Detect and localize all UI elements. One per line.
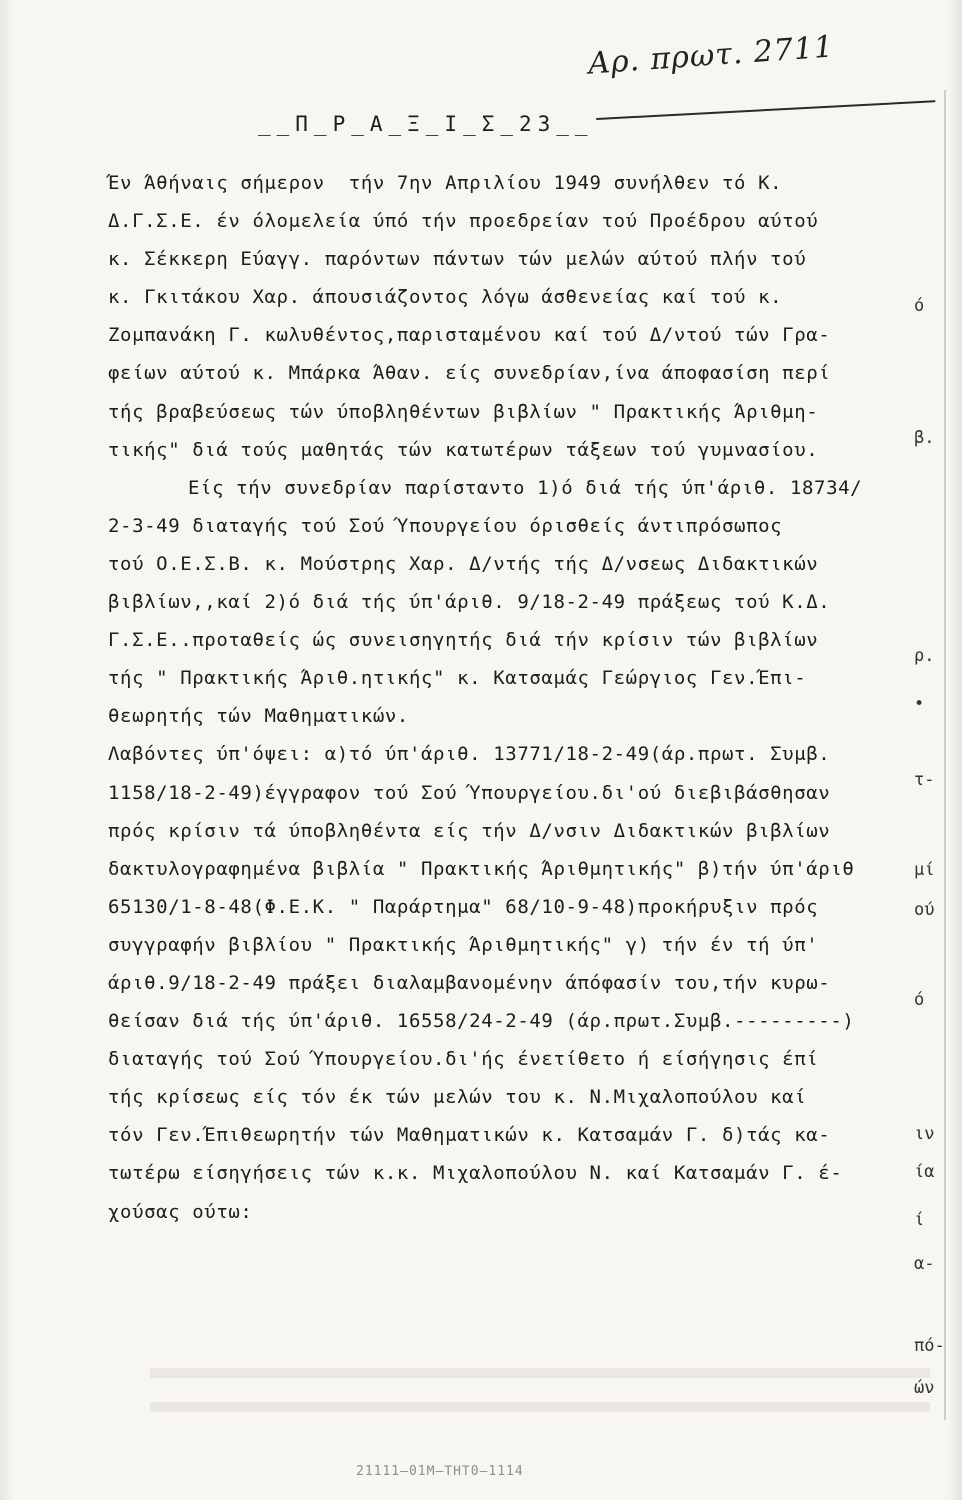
body-line: κ. Σέκκερη Εύαγγ. παρόντων πάντων τών μελών αύτού πλήν τού: [108, 248, 807, 271]
handwritten-reference-number: Αρ. πρωτ. 2711: [587, 29, 836, 82]
margin-fragment: ρ.: [914, 646, 935, 666]
margin-fragment: β.: [914, 428, 935, 448]
body-line: συγγραφήν βιβλίου " Πρακτικής Άριθμητικής" γ) τήν έν τή ύπ': [108, 933, 819, 956]
margin-fragment: •: [914, 694, 925, 714]
body-line: Λαβόντες ύπ'όψει: α)τό ύπ'άριθ. 13771/18-2-49(άρ.πρωτ. Συμβ.: [108, 743, 831, 766]
body-line: δακτυλογραφημένα βιβλία " Πρακτικής Άριθμητικής" β)τήν ύπ'άριθ: [108, 857, 855, 880]
margin-fragment: ία: [914, 1162, 935, 1182]
body-line: πρός κρίσιν τά ύποβληθέντα είς τήν Δ/νσιν Διδακτικών βιβλίων: [108, 819, 831, 842]
body-line: Είς τήν συνεδρίαν παρίσταντο 1)ό διά τής ύπ'άριθ. 18734/: [188, 476, 863, 499]
margin-fragment: ών: [914, 1378, 935, 1398]
body-line: θεωρητής τών Μαθηματικών.: [108, 705, 409, 728]
body-line: τής κρίσεως είς τόν έκ τών μελών του κ. Ν.Μιχαλοπούλου καί: [108, 1086, 807, 1109]
body-line: βιβλίων,,καί 2)ό διά τής ύπ'άριθ. 9/18-2-49 πράξεως τού Κ.Δ.: [108, 591, 831, 614]
body-line: Δ.Γ.Σ.Ε. έν όλομελεία ύπό τήν προεδρείαν τού Προέδρου αύτού: [108, 210, 819, 233]
margin-fragment: πό-: [914, 1336, 945, 1356]
body-line: τωτέρω είσηγήσεις τών κ.κ. Μιχαλοπούλου Ν. καί Κατσαμάν Γ. έ-: [108, 1162, 843, 1185]
body-line: τής βραβεύσεως τών ύποβληθέντων βιβλίων " Πρακτικής Άριθμη-: [108, 400, 819, 423]
body-line: φείων αύτού κ. Μπάρκα Άθαν. είς συνεδρίαν,ίνα άποφασίση περί: [108, 362, 831, 385]
bottom-faint-line: 21111—01Μ—ΤΗΤ0—1114: [356, 1464, 524, 1479]
bleed-through-shadow: [150, 1368, 930, 1378]
handwritten-underline: [596, 100, 936, 120]
body-line: Γ.Σ.Ε..προταθείς ώς συνεισηγητής διά τήν κρίσιν τών βιβλίων: [108, 629, 819, 652]
body-line: τόν Γεν.Έπιθεωρητήν τών Μαθηματικών κ. Κατσαμάν Γ. δ)τάς κα-: [108, 1124, 831, 1147]
margin-fragment: α-: [914, 1254, 935, 1274]
body-line: τικής" διά τούς μαθητάς τών κατωτέρων τάξεων τού γυμνασίου.: [108, 438, 819, 461]
body-line: τού Ο.Ε.Σ.Β. κ. Μούστρης Χαρ. Δ/ντής τής Δ/νσεως Διδακτικών: [108, 552, 819, 575]
margin-fragment: τ-: [914, 770, 935, 790]
body-line: κ. Γκιτάκου Χαρ. άπουσιάζοντος λόγω άσθενείας καί τού κ.: [108, 286, 783, 309]
margin-fragment: ιν: [914, 1124, 935, 1144]
body-line: άριθ.9/18-2-49 πράξει διαλαμβανομένην άπόφασίν του,τήν κυρω-: [108, 971, 831, 994]
body-line: 65130/1-8-48(Φ.Ε.Κ. " Παράρτημα" 68/10-9-48)προκήρυξιν πρός: [108, 895, 819, 918]
body-line: 1158/18-2-49)έγγραφον τού Σού Ύπουργείου.δι'ού διεβιβάσθησαν: [108, 781, 831, 804]
body-line: Ζομπανάκη Γ. κωλυθέντος,παρισταμένου καί τού Δ/ντού τών Γρα-: [108, 324, 831, 347]
margin-fragment: ό: [914, 296, 925, 316]
margin-fragment: ού: [914, 900, 935, 920]
bleed-through-shadow: [150, 1402, 930, 1412]
document-title: __Π_Ρ_Α_Ξ_Ι_Σ_23__: [258, 112, 594, 136]
body-line: Έν Άθήναις σήμερον τήν 7ην Απριλίου 1949 συνήλθεν τό Κ.: [108, 172, 783, 194]
body-line: χούσας ούτω:: [108, 1200, 253, 1223]
margin-fragment: ί: [914, 1210, 925, 1230]
body-line: τής " Πρακτικής Άριθ.ητικής" κ. Κατσαμάς Γεώργιος Γεν.Έπι-: [108, 667, 807, 690]
body-line: 2-3-49 διαταγής τού Σού Ύπουργείου όρισθείς άντιπρόσωπος: [108, 514, 783, 537]
body-line: θείσαν διά τής ύπ'άριθ. 16558/24-2-49 (άρ.πρωτ.Συμβ.---------): [108, 1010, 855, 1033]
page-edge-line: [944, 90, 946, 1420]
margin-fragment: μί: [914, 860, 935, 880]
body-line: διαταγής τού Σού Ύπουργείου.δι'ής ένετίθετο ή είσήγησις έπί: [108, 1048, 819, 1071]
margin-fragment: ό: [914, 990, 925, 1010]
document-body: [108, 164, 908, 1231]
